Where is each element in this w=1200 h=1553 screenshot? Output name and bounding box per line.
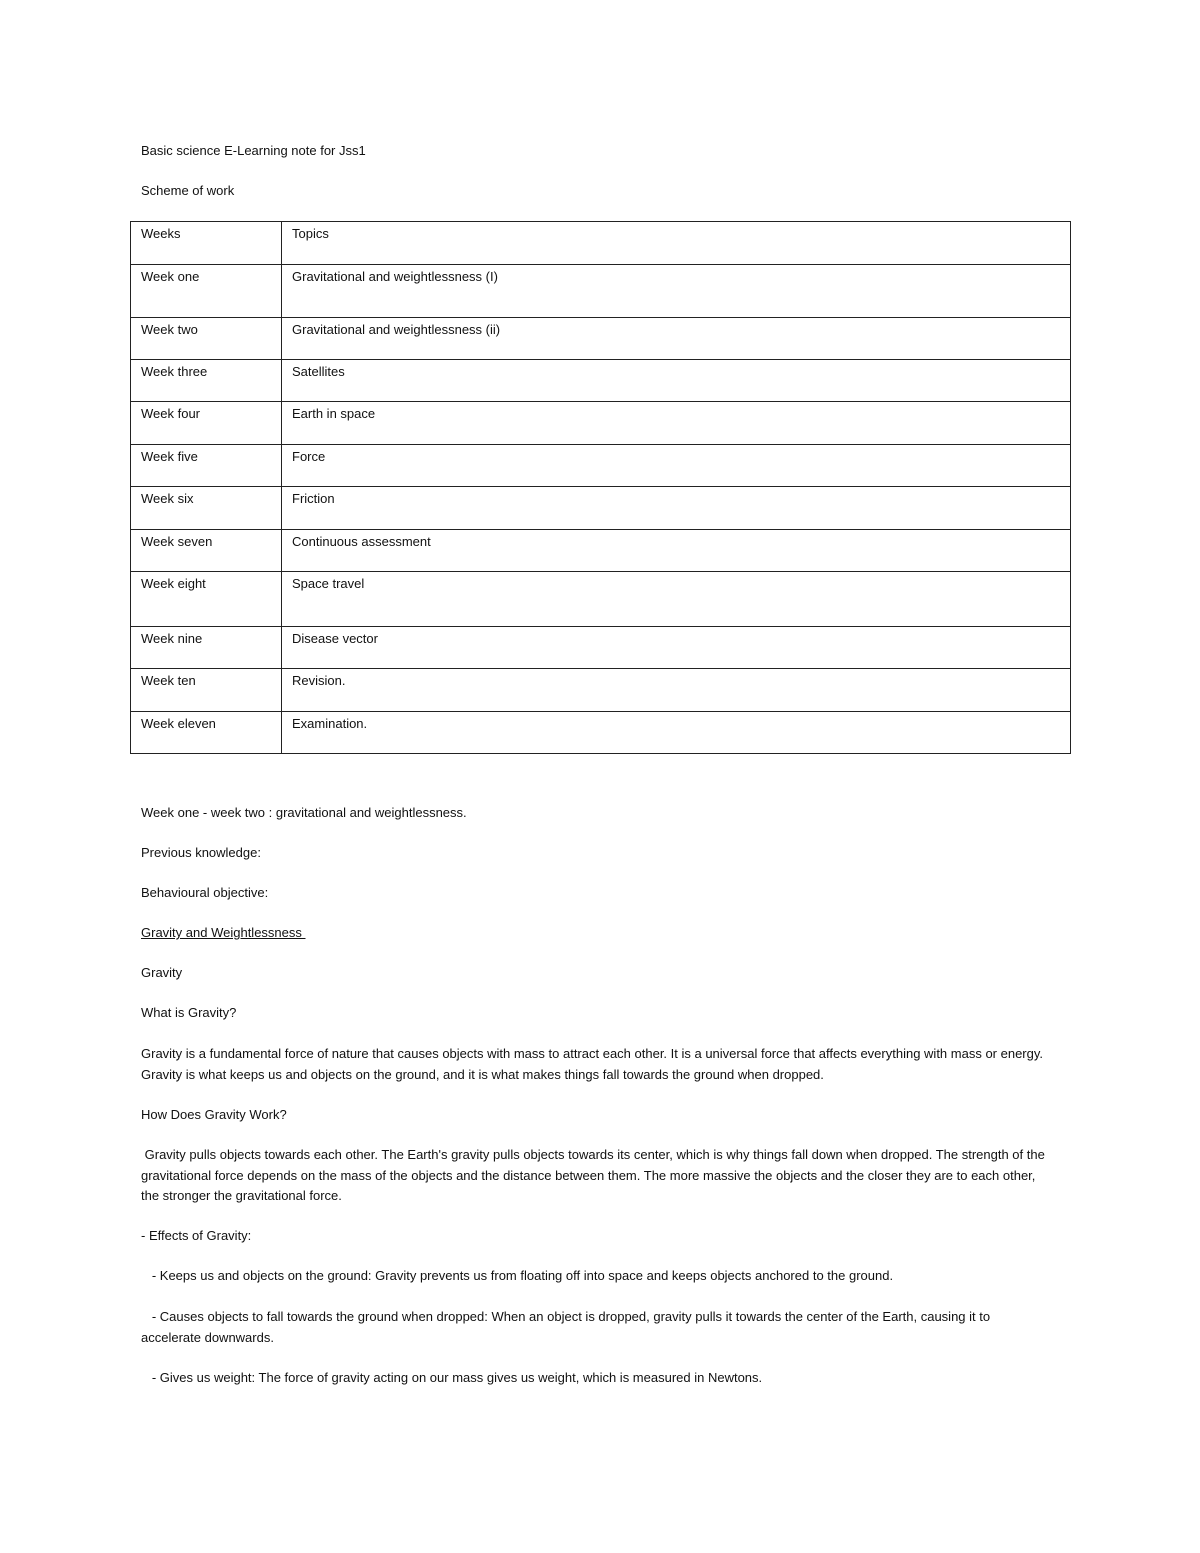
table-row	[131, 445, 1071, 487]
behavioural-objective-label: Behavioural objective:	[141, 885, 269, 900]
topic-cell: Friction	[282, 487, 1071, 530]
topic-cell: Force	[282, 445, 1071, 487]
table-row	[131, 402, 1071, 445]
table-header-row	[131, 222, 1071, 265]
week-cell: Week six	[131, 487, 282, 530]
topic-cell: Disease vector	[282, 627, 1071, 669]
week-cell: Week two	[131, 318, 282, 360]
week-cell: Week five	[131, 445, 282, 487]
week-cell: Week eight	[131, 572, 282, 627]
header-weeks: Weeks	[131, 222, 282, 265]
effects-heading: - Effects of Gravity:	[141, 1228, 252, 1243]
table-row	[131, 669, 1071, 712]
week-cell: Week nine	[131, 627, 282, 669]
table-row	[131, 265, 1071, 318]
section-title: Gravity and Weightlessness	[141, 925, 306, 940]
topic-cell: Examination.	[282, 712, 1071, 754]
what-is-gravity-heading: What is Gravity?	[141, 1005, 237, 1020]
week-heading: Week one - week two : gravitational and weightlessness.	[141, 805, 467, 820]
topic-cell: Space travel	[282, 572, 1071, 627]
week-cell: Week ten	[131, 669, 282, 712]
effect-item: - Causes objects to fall towards the ground when dropped: When an object is dropped, gravity pulls it towards the center of the Earth, causing it to accelerate downwards.	[141, 1309, 994, 1345]
topic-cell: Satellites	[282, 360, 1071, 402]
topic-cell: Earth in space	[282, 402, 1071, 445]
table-row	[131, 572, 1071, 627]
scheme-of-work-label: Scheme of work	[141, 183, 235, 198]
week-cell: Week three	[131, 360, 282, 402]
table-row	[131, 627, 1071, 669]
gravity-mechanism-paragraph: Gravity pulls objects towards each other. The Earth's gravity pulls objects towards its center, which is why things fall down when dropped. The strength of the gravitational force depends on the mass of the objects and the distance between them. The more massive the objects and the closer they are to each other, the stronger the gravitational force.	[141, 1147, 1049, 1203]
table-row	[131, 530, 1071, 572]
table-row	[131, 487, 1071, 530]
topic-cell: Gravitational and weightlessness (ii)	[282, 318, 1071, 360]
topic-cell: Revision.	[282, 669, 1071, 712]
week-cell: Week eleven	[131, 712, 282, 754]
week-cell: Week four	[131, 402, 282, 445]
effect-item: - Keeps us and objects on the ground: Gravity prevents us from floating off into space and keeps objects anchored to the ground.	[141, 1268, 894, 1283]
week-cell: Week seven	[131, 530, 282, 572]
previous-knowledge-label: Previous knowledge:	[141, 845, 261, 860]
how-gravity-works-heading: How Does Gravity Work?	[141, 1107, 287, 1122]
effect-item: - Gives us weight: The force of gravity acting on our mass gives us weight, which is measured in Newtons.	[141, 1370, 763, 1385]
document-title: Basic science E-Learning note for Jss1	[141, 143, 366, 158]
gravity-heading: Gravity	[141, 965, 183, 980]
table-row	[131, 318, 1071, 360]
topic-cell: Continuous assessment	[282, 530, 1071, 572]
gravity-definition-paragraph: Gravity is a fundamental force of nature that causes objects with mass to attract each other. It is a universal force that affects everything with mass or energy. Gravity is what keeps us and objects on the ground, and it is what makes things fall towards the ground when dropped.	[141, 1046, 1044, 1082]
week-cell: Week one	[131, 265, 282, 318]
header-topics: Topics	[282, 222, 1071, 265]
table-row	[131, 712, 1071, 754]
scheme-of-work-table	[130, 221, 1071, 754]
topic-cell: Gravitational and weightlessness (I)	[282, 265, 1071, 318]
table-row	[131, 360, 1071, 402]
